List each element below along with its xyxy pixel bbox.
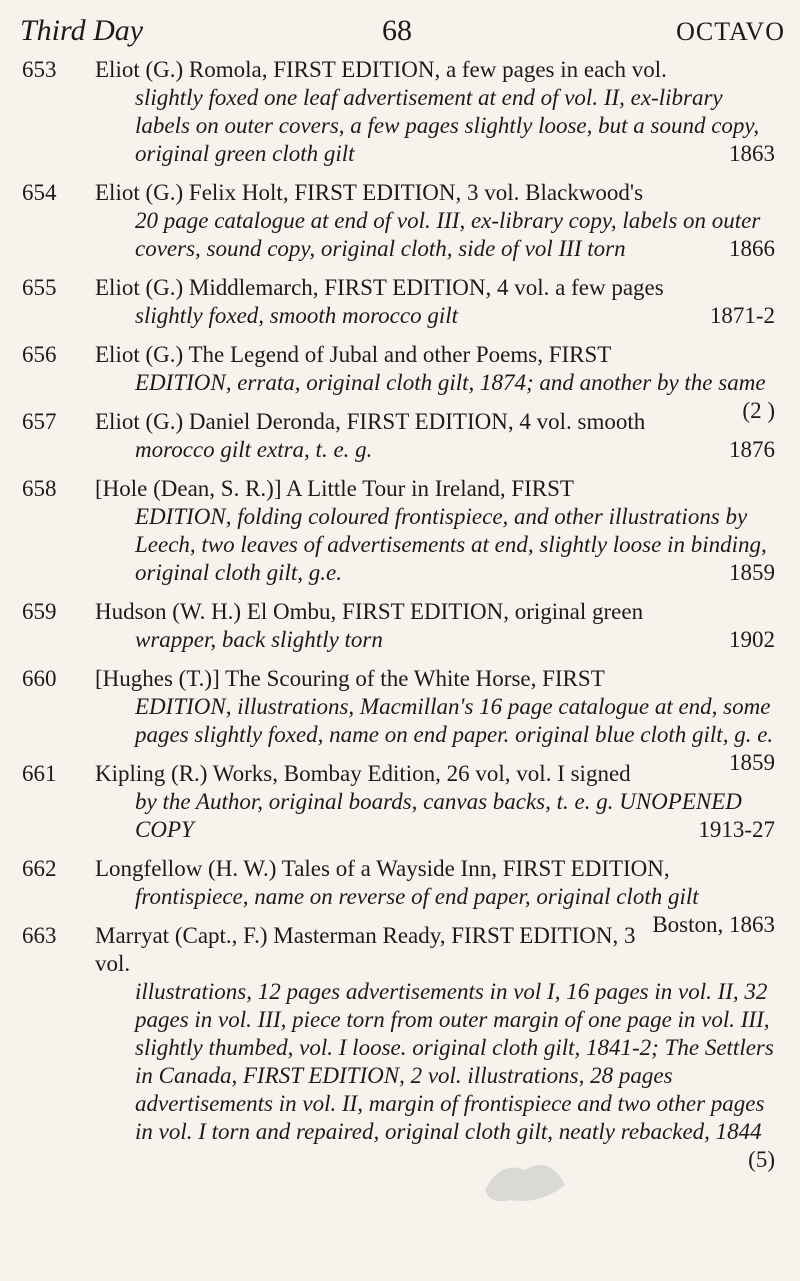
lot-text (95, 760, 775, 844)
paper-stain (480, 1150, 570, 1210)
lot-description (95, 978, 775, 1172)
lot-number: 657 (22, 409, 57, 434)
lot-list (0, 56, 800, 1174)
lot-text (95, 922, 775, 1172)
lot-entry (0, 922, 800, 1172)
lot-description-text: 20 page catalogue at end of vol. III, ex-library copy, labels on outer covers, sound copy, original cloth, side of vol III torn (135, 208, 761, 261)
lot-title: Eliot (G.) Middlemarch, FIRST EDITION, 4 vol. a few pages (95, 275, 664, 300)
lot-title: Hudson (W. H.) El Ombu, FIRST EDITION, original green (95, 599, 644, 624)
lot-number: 655 (22, 275, 57, 300)
lot-description-text: wrapper, back slightly torn (135, 627, 383, 652)
lot-date: (5) (748, 1147, 775, 1172)
lot-description (95, 503, 775, 587)
lot-number: 653 (22, 57, 57, 82)
lot-title: Eliot (G.) Daniel Deronda, FIRST EDITION, 4 vol. smooth (95, 409, 646, 434)
lot-title: Eliot (G.) Romola, FIRST EDITION, a few pages in each vol. (95, 57, 667, 82)
lot-title: Marryat (Capt., F.) Masterman Ready, FIRST EDITION, 3 vol. (95, 923, 636, 976)
header-page-number: 68 (382, 14, 412, 47)
lot-date: 1913-27 (698, 817, 775, 842)
lot-date: 1866 (729, 236, 775, 261)
lot-text (95, 56, 775, 168)
lot-number: 661 (22, 761, 57, 786)
lot-date: 1859 (729, 750, 775, 775)
lot-date: 1902 (729, 627, 775, 652)
lot-description (95, 788, 775, 844)
lot-number: 663 (22, 923, 57, 948)
lot-description-text: by the Author, original boards, canvas backs, t. e. g. UNOPENED COPY (135, 789, 742, 842)
lot-description-text: morocco gilt extra, t. e. g. (135, 437, 373, 462)
lot-text (95, 855, 775, 937)
lot-entry (0, 598, 800, 654)
lot-description-text: illustrations, 12 pages advertisements in vol I, 16 pages in vol. II, 32 pages in vol. III, piece torn from outer margin of one page in vol. III, slightly thumbed, vol. I loose. original cloth gilt, 1841-2; The Settlers in Canada, FIRST EDITION, 2 vol. illustrations, 28 pages advertisements in vol. II, margin of frontispiece and two other pages in vol. I torn and repaired, original cloth gilt, neatly rebacked, 1844 (135, 979, 774, 1144)
lot-text (95, 408, 775, 464)
lot-description (95, 883, 775, 937)
lot-title: Kipling (R.) Works, Bombay Edition, 26 vol, vol. I signed (95, 761, 631, 786)
lot-description-text: slightly foxed one leaf advertisement at end of vol. II, ex-library labels on outer covers, a few pages slightly loose, but a sound copy, original green cloth gilt (135, 85, 760, 166)
lot-date: Boston, 1863 (652, 912, 775, 937)
lot-description-text: EDITION, folding coloured frontispiece, and other illustrations by Leech, two leaves of advertisements at end, slightly loose in binding, original cloth gilt, g.e. (135, 504, 767, 585)
lot-text (95, 598, 775, 654)
lot-number: 662 (22, 856, 57, 881)
lot-description (95, 302, 775, 330)
lot-entry (0, 274, 800, 330)
header-format: OCTAVO (676, 17, 785, 46)
lot-entry (0, 408, 800, 464)
lot-number: 659 (22, 599, 57, 624)
lot-description-text: EDITION, illustrations, Macmillan's 16 page catalogue at end, some pages slightly foxed, name on end paper. original blue cloth gilt, g. e. (135, 694, 774, 747)
lot-number: 658 (22, 476, 57, 501)
lot-description-text: EDITION, errata, original cloth gilt, 1874; and another by the same (135, 370, 766, 395)
lot-description (95, 436, 775, 464)
lot-title: [Hughes (T.)] The Scouring of the White Horse, FIRST (95, 666, 605, 691)
lot-entry (0, 56, 800, 168)
lot-number: 660 (22, 666, 57, 691)
lot-entry (0, 179, 800, 263)
lot-number: 656 (22, 342, 57, 367)
lot-date: 1863 (729, 141, 775, 166)
lot-date: 1876 (729, 437, 775, 462)
lot-title: Eliot (G.) The Legend of Jubal and other Poems, FIRST (95, 342, 612, 367)
lot-description (95, 84, 775, 168)
lot-title: Eliot (G.) Felix Holt, FIRST EDITION, 3 vol. Blackwood's (95, 180, 644, 205)
lot-description (95, 626, 775, 654)
lot-title: [Hole (Dean, S. R.)] A Little Tour in Ireland, FIRST (95, 476, 574, 501)
lot-date: (2 ) (742, 398, 775, 423)
lot-entry (0, 760, 800, 844)
lot-date: 1871-2 (709, 303, 775, 328)
header-sale-day: Third Day (20, 14, 144, 47)
page-header (20, 14, 785, 54)
lot-description (95, 207, 775, 263)
lot-description-text: slightly foxed, smooth morocco gilt (135, 303, 459, 328)
lot-description-text: frontispiece, name on reverse of end paper, original cloth gilt (135, 884, 699, 909)
lot-text (95, 179, 775, 263)
lot-entry (0, 475, 800, 587)
lot-title: Longfellow (H. W.) Tales of a Wayside Inn, FIRST EDITION, (95, 856, 670, 881)
lot-number: 654 (22, 180, 57, 205)
lot-date: 1859 (729, 560, 775, 585)
lot-text (95, 475, 775, 587)
lot-text (95, 274, 775, 330)
